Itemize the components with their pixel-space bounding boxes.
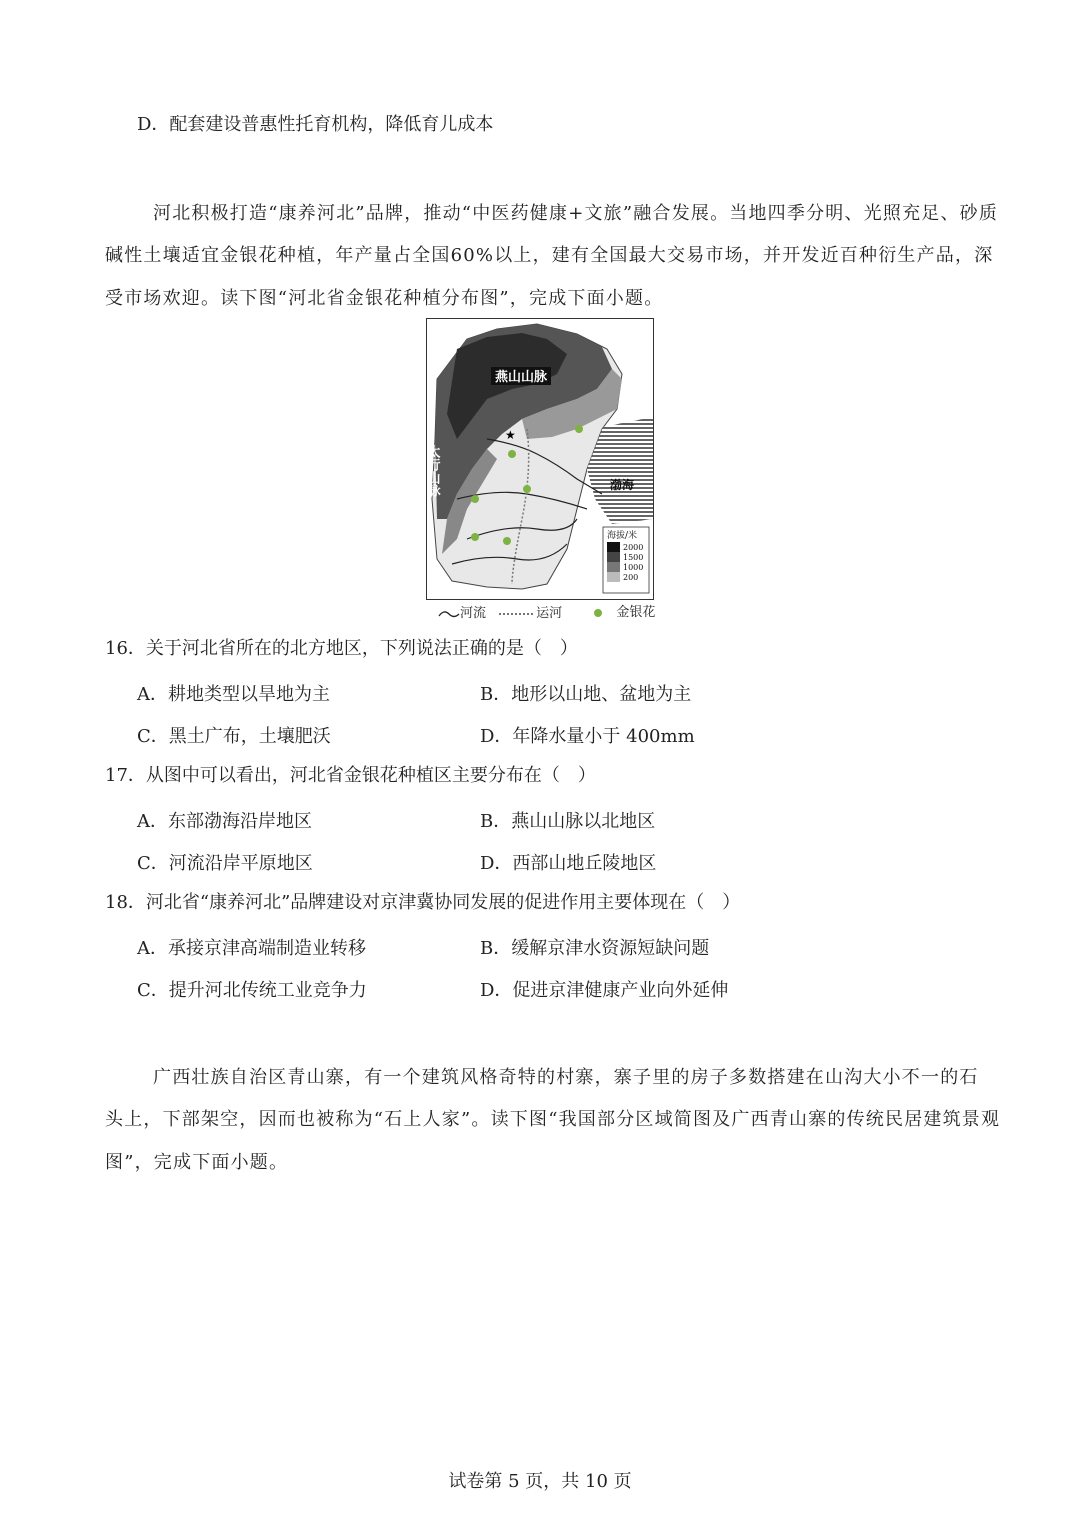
- yanshan-label: 燕山山脉: [495, 370, 548, 385]
- passage2-line-2: 头上，下部架空，因而也被称为“石上人家”。读下图“我国部分区域简图及广西青山寨的传统民居建筑景观: [105, 1109, 1001, 1130]
- river-symbol-icon: [438, 609, 460, 619]
- q16-option-b[interactable]: B．地形以山地、盆地为主: [480, 684, 692, 705]
- map-bottom-legend: [438, 604, 663, 625]
- legend-honeysuckle-label: 金银花: [616, 605, 656, 620]
- map-svg: [424, 319, 653, 599]
- passage1-line-3: 受市场欢迎。读下图“河北省金银花种植分布图”，完成下面小题。: [105, 288, 664, 309]
- legend-river-label: 河流: [460, 606, 487, 621]
- legend-value: 1000: [623, 563, 644, 572]
- legend-canal-label: 运河: [536, 606, 563, 621]
- passage1-line-1: 河北积极打造“康养河北”品牌，推动“中医药健康+文旅”融合发展。当地四季分明、光照充足、砂质: [153, 203, 999, 224]
- q16-option-d[interactable]: D．年降水量小于 400mm: [480, 726, 695, 747]
- legend-value: 2000: [623, 543, 644, 552]
- passage2-line-1: 广西壮族自治区青山寨，有一个建筑风格奇特的村寨，寨子里的房子多数搭建在山沟大小不一的石: [153, 1067, 979, 1088]
- legend-swatch-1500: [607, 552, 620, 562]
- q16-option-a[interactable]: A．耕地类型以旱地为主: [137, 684, 330, 705]
- legend-canal: [498, 605, 562, 623]
- honeysuckle-icon: [508, 450, 516, 458]
- passage1-line-2: 碱性土壤适宜金银花种植，年产量占全国60%以上，建有全国最大交易市场，并开发近百种衍生产品，深: [105, 245, 994, 266]
- taihang-label: 太行山脉: [424, 445, 440, 497]
- legend-value: 1500: [623, 553, 644, 562]
- q17-option-c[interactable]: C．河流沿岸平原地区: [137, 853, 313, 874]
- q18-option-c[interactable]: C．提升河北传统工业竞争力: [137, 980, 367, 1001]
- q18-option-b[interactable]: B．缓解京津水资源短缺问题: [480, 938, 710, 959]
- honeysuckle-icon: [471, 495, 479, 503]
- q17-option-d[interactable]: D．西部山地丘陵地区: [480, 853, 657, 874]
- q17-option-b[interactable]: B．燕山山脉以北地区: [480, 811, 656, 832]
- previous-option-d: D．配套建设普惠性托育机构，降低育儿成本: [137, 114, 494, 135]
- honeysuckle-icon: [592, 607, 606, 619]
- beijing-star-icon: ★: [505, 428, 516, 442]
- honeysuckle-icon: [575, 425, 583, 433]
- legend-river: [438, 605, 486, 623]
- hebei-honeysuckle-map: [426, 318, 654, 600]
- q18-option-d[interactable]: D．促进京津健康产业向外延伸: [480, 980, 729, 1001]
- honeysuckle-icon: [503, 537, 511, 545]
- q16-option-c[interactable]: C．黑土广布，土壤肥沃: [137, 726, 331, 747]
- legend-swatch-200: [607, 572, 620, 582]
- bohai-label: 渤海: [610, 478, 635, 492]
- legend-value: 200: [623, 573, 639, 582]
- legend-swatch-1000: [607, 562, 620, 572]
- question-18-stem: 18．河北省“康养河北”品牌建设对京津冀协同发展的促进作用主要体现在（ ）: [105, 892, 741, 913]
- canal-symbol-icon: [498, 609, 536, 619]
- legend-swatch-2000: [607, 542, 620, 552]
- page-footer: 试卷第 5 页，共 10 页: [448, 1471, 632, 1492]
- elevation-legend-title: 海拔/米: [607, 531, 638, 541]
- honeysuckle-icon: [523, 485, 531, 493]
- passage2-line-3: 图”，完成下面小题。: [105, 1152, 289, 1173]
- question-16-stem: 16．关于河北省所在的北方地区，下列说法正确的是（ ）: [105, 638, 578, 659]
- q17-option-a[interactable]: A．东部渤海沿岸地区: [137, 811, 312, 832]
- legend-honeysuckle: [592, 604, 655, 622]
- q18-option-a[interactable]: A．承接京津高端制造业转移: [137, 938, 366, 959]
- question-17-stem: 17．从图中可以看出，河北省金银花种植区主要分布在（ ）: [105, 765, 596, 786]
- honeysuckle-icon: [471, 533, 479, 541]
